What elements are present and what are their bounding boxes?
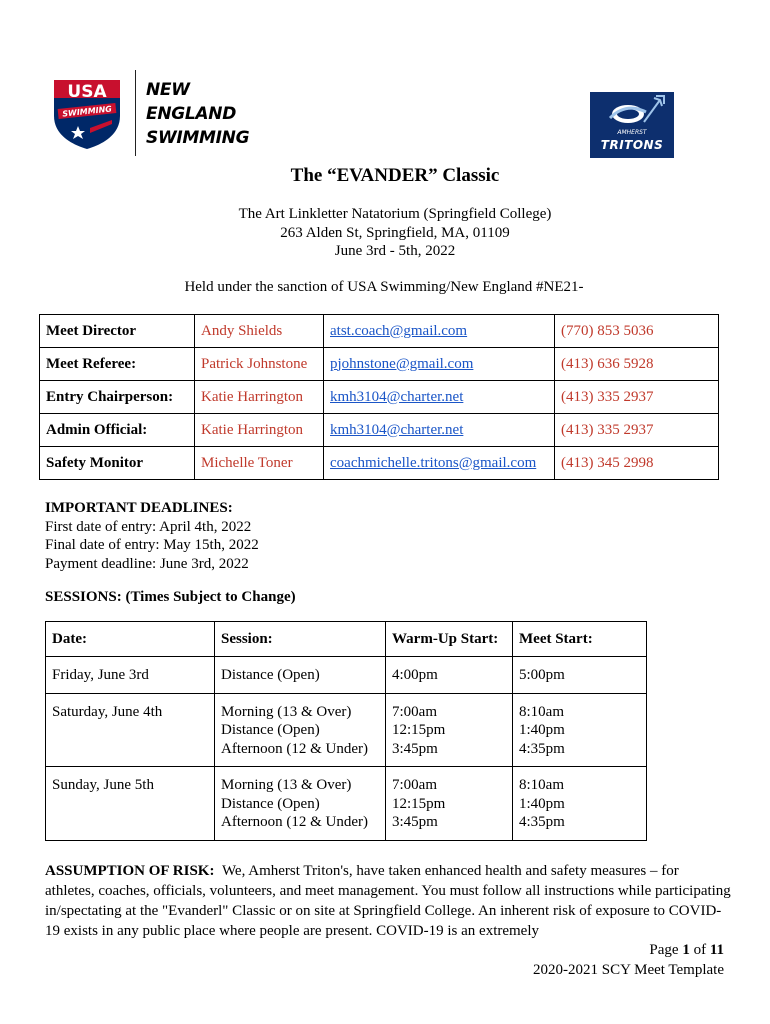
official-role: Meet Director [40,315,195,348]
page-title: The “EVANDER” Classic [290,165,500,186]
meet-dates: June 3rd - 5th, 2022 [334,243,456,259]
session-date: Sunday, June 5th [46,767,215,841]
official-role: Admin Official: [40,414,195,447]
table-row [40,348,719,381]
venue-block [0,205,770,261]
official-role: Entry Chairperson: [40,381,195,414]
officials-table [39,314,719,480]
session-names: Distance (Open) [215,657,386,694]
session-names: Morning (13 & Over) Distance (Open) Afternoon (12 & Under) [215,693,386,767]
sessions-table [45,621,647,841]
payment-deadline: Payment deadline: June 3rd, 2022 [45,555,249,572]
official-name: Michelle Toner [195,447,324,480]
official-name: Andy Shields [195,315,324,348]
table-header-row [46,622,647,657]
official-email-link[interactable]: pjohnstone@gmail.com [330,355,474,372]
venue-address: 263 Alden St, Springfield, MA, 01109 [280,224,510,241]
table-row [40,315,719,348]
risk-text: We, Amherst Triton's, have taken enhanced health and safety measures – for athletes, coaches, officials, volunteers, and meet management. You must follow all instructions while participating in/spectating at the "Evanderl" Classic or on site at Springfield College. An inherent risk of exposure to COVID-19 exists in any public place where people are present. COVID-19 is an extremely [45,863,731,939]
session-date: Saturday, June 4th [46,693,215,767]
official-email-link[interactable]: kmh3104@charter.net [330,421,464,438]
triton-trident-icon [590,92,674,132]
official-phone: (770) 853 5036 [555,315,719,348]
template-label: 2020-2021 SCY Meet Template [532,962,724,978]
new-england-swimming-logo [50,68,250,158]
official-name: Katie Harrington [195,414,324,447]
official-email-link[interactable]: coachmichelle.tritons@gmail.com [330,454,537,471]
swimming-text: SWIMMING [61,104,113,119]
column-header: Meet Start: [513,622,647,657]
warmup-times: 4:00pm [386,657,513,694]
official-name: Katie Harrington [195,381,324,414]
warmup-times: 7:00am 12:15pm 3:45pm [386,693,513,767]
start-times: 8:10am 1:40pm 4:35pm [513,767,647,841]
column-header: Session: [215,622,386,657]
column-header: Date: [46,622,215,657]
official-role: Meet Referee: [40,348,195,381]
assumption-of-risk [45,861,731,941]
table-row [46,767,647,841]
official-email-link[interactable]: kmh3104@charter.net [330,388,464,405]
deadlines-heading: IMPORTANT DEADLINES: [45,500,233,516]
final-entry-date: Final date of entry: May 15th, 2022 [45,537,259,553]
venue-name: The Art Linkletter Natatorium (Springfield College) [238,206,552,222]
official-phone: (413) 345 2998 [555,447,719,480]
official-phone: (413) 636 5928 [555,348,719,381]
official-phone: (413) 335 2937 [555,414,719,447]
table-row [40,414,719,447]
logo-divider [135,70,136,156]
column-header: Warm-Up Start: [386,622,513,657]
start-times: 8:10am 1:40pm 4:35pm [513,693,647,767]
official-phone: (413) 335 2937 [555,381,719,414]
table-row [40,381,719,414]
table-row [40,447,719,480]
triton-subtitle: AMHERST [617,129,647,136]
official-name: Patrick Johnstone [195,348,324,381]
usa-swimming-shield-icon [50,76,124,150]
sessions-heading: SESSIONS: (Times Subject to Change) [45,589,296,605]
sanction-line: Held under the sanction of USA Swimming/New England #NE21- [184,279,584,295]
first-entry-date: First date of entry: April 4th, 2022 [45,518,252,535]
page-number: Page 1 of 11 [649,942,724,958]
new-england-swimming-wordmark: NEW ENGLAND SWIMMING [146,80,250,148]
official-role: Safety Monitor [40,447,195,480]
page-footer [533,940,724,980]
deadlines-section [45,499,259,573]
session-names: Morning (13 & Over) Distance (Open) Afternoon (12 & Under) [215,767,386,841]
warmup-times: 7:00am 12:15pm 3:45pm [386,767,513,841]
table-row [46,693,647,767]
usa-text: USA [67,82,107,102]
triton-name: TRITONS [600,138,664,152]
session-date: Friday, June 3rd [46,657,215,694]
table-row [46,657,647,694]
start-times: 5:00pm [513,657,647,694]
amherst-tritons-logo [590,92,674,158]
official-email-link[interactable]: atst.coach@gmail.com [330,322,468,339]
risk-heading: ASSUMPTION OF RISK: [45,863,215,879]
